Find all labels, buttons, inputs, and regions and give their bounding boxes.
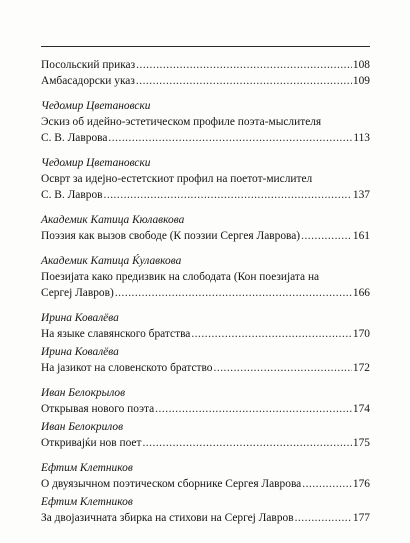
dot-leader — [136, 57, 352, 73]
toc-page-number: 108 — [352, 59, 370, 71]
toc-author: Академик Катица Ќулавкова — [41, 255, 182, 267]
toc-page-number: 177 — [352, 512, 370, 524]
toc-title: На языке славянского братства — [41, 328, 191, 340]
toc-title: Поэзия как вызов свободе (К поэзии Сергея Лаврова) — [41, 230, 301, 242]
toc-title-line: Поезијата како предизвик на слободата (Кон поезијата на — [41, 271, 320, 283]
toc-author: Академик Катица Кюлавкова — [41, 214, 185, 226]
dot-leader — [155, 401, 352, 417]
toc-title: За двојазичната збирка на стихови на Сергеј Лавров — [41, 512, 294, 524]
toc-page-number: 137 — [352, 189, 370, 201]
dot-leader — [301, 228, 352, 244]
toc-author: Ефтим Клетников — [41, 462, 133, 474]
toc-title-line: Осврт за идејно-естетскиот профил на поетот-мислител — [41, 173, 313, 185]
toc-title: Открывая нового поэта — [41, 403, 155, 415]
dot-leader — [108, 130, 352, 146]
toc-page-number: 174 — [352, 403, 370, 415]
toc-row[interactable] — [41, 228, 370, 244]
toc-title: Сергеј Лавров) — [41, 287, 114, 299]
toc-entry — [41, 344, 370, 376]
dot-leader — [136, 73, 352, 89]
toc-title: С. В. Лавров — [41, 189, 103, 201]
toc-title: На јазикот на словенското братство — [41, 362, 213, 374]
toc-page-number: 176 — [352, 478, 370, 490]
toc-title: Амбасадорски указ — [41, 75, 135, 87]
dot-leader — [104, 187, 352, 203]
toc-title: Посольский приказ — [41, 59, 136, 71]
toc-row[interactable] — [41, 476, 370, 492]
toc-author: Ефтим Клетников — [41, 496, 133, 508]
toc-page-number: 109 — [352, 75, 370, 87]
toc-entry — [41, 460, 370, 492]
toc-page-number: 166 — [352, 287, 370, 299]
toc-author: Чедомир Цветановски — [41, 157, 151, 169]
toc-entry — [41, 419, 370, 451]
toc-row[interactable] — [41, 510, 370, 526]
toc-row[interactable] — [41, 360, 370, 376]
toc-row[interactable] — [41, 187, 370, 203]
toc-author: Ирина Ковалёва — [41, 346, 119, 358]
toc-author: Ирина Ковалёва — [41, 312, 119, 324]
dot-leader — [302, 476, 352, 492]
toc-entry — [41, 57, 370, 89]
toc-title: С. В. Лаврова — [41, 132, 108, 144]
toc-entry — [41, 212, 370, 244]
toc-entry — [41, 494, 370, 526]
toc-author: Иван Белокрылов — [41, 387, 126, 399]
toc-entry — [41, 98, 370, 146]
toc-title: О двуязычном поэтическом сборнике Сергея Лаврова — [41, 478, 302, 490]
toc-row[interactable] — [41, 326, 370, 342]
toc-page-number: 161 — [352, 230, 370, 242]
header-rule — [41, 46, 370, 47]
toc-row[interactable] — [41, 57, 370, 73]
dot-leader — [191, 326, 352, 342]
toc-author: Иван Белокрилов — [41, 421, 124, 433]
toc-row[interactable] — [41, 435, 370, 451]
dot-leader — [115, 285, 352, 301]
toc-author: Чедомир Цветановски — [41, 100, 151, 112]
toc-row[interactable] — [41, 401, 370, 417]
toc-title-line: Эскиз об идейно-эстетическом профиле поэта-мыслителя — [41, 116, 322, 128]
dot-leader — [214, 360, 352, 376]
toc-row[interactable] — [41, 73, 370, 89]
toc-row[interactable] — [41, 130, 370, 146]
dot-leader — [142, 435, 351, 451]
toc-entry — [41, 385, 370, 417]
toc-page-number: 113 — [353, 132, 370, 144]
toc-title: Откривајќи нов поет — [41, 437, 142, 449]
toc-row[interactable] — [41, 285, 370, 301]
toc-page-number: 170 — [352, 328, 370, 340]
dot-leader — [295, 510, 352, 526]
toc-entry — [41, 253, 370, 301]
table-of-contents — [41, 57, 370, 526]
toc-page-number: 175 — [352, 437, 370, 449]
toc-entry — [41, 155, 370, 203]
toc-page-number: 172 — [352, 362, 370, 374]
toc-entry — [41, 310, 370, 342]
